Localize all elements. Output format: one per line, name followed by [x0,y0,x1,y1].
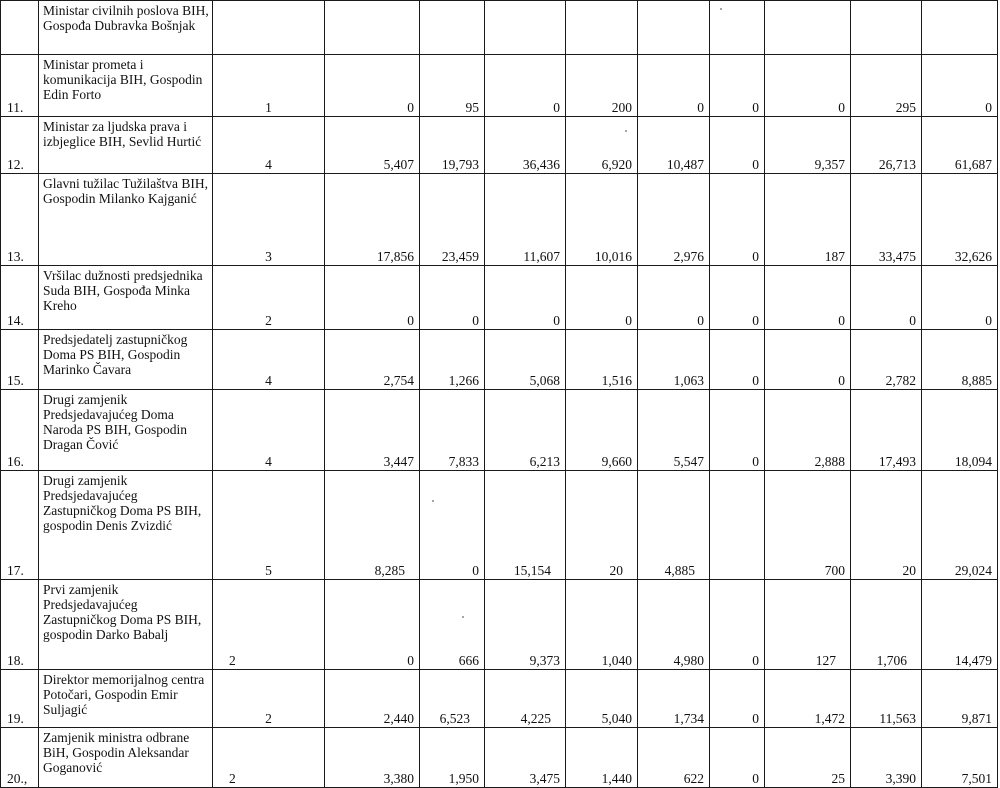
value-cell: 0 [765,266,851,330]
value-cell: 0 [485,55,566,117]
table-row [1,330,998,390]
row-number: 19. [1,670,39,728]
value-cell [638,1,710,55]
value-cell: 2,888 [765,390,851,471]
value-cell: 1,440 [566,728,638,788]
table-row [1,471,998,580]
value-cell: 0 [765,55,851,117]
table-row [1,670,998,728]
row-number: 18. [1,580,39,670]
scan-speck [432,500,434,502]
value-cell: 3,390 [851,728,922,788]
value-cell [710,1,765,55]
value-cell: 1,950 [420,728,485,788]
value-cell: 1,040 [566,580,638,670]
value-cell: 4,225 [485,670,566,728]
value-cell: 0 [710,728,765,788]
value-cell: 0 [710,670,765,728]
scan-speck [720,8,722,10]
value-cell: 4,885 [638,471,710,580]
count-cell: 2 [213,266,325,330]
table-row [1,266,998,330]
value-cell [420,1,485,55]
value-cell: 0 [325,580,420,670]
value-cell: 14,479 [922,580,998,670]
value-cell: 5,407 [325,117,420,174]
value-cell: 61,687 [922,117,998,174]
value-cell: 2,976 [638,174,710,266]
value-cell: 0 [710,390,765,471]
count-cell: 4 [213,117,325,174]
official-name-cell: Vršilac dužnosti predsjednika Suda BIH, Gospođa Minka Kreho [39,266,213,330]
count-cell: 2 [213,728,325,788]
value-cell: 7,501 [922,728,998,788]
official-name-cell: Drugi zamjenik Predsjedavajućeg Doma Naroda PS BIH, Gospodin Dragan Čović [39,390,213,471]
row-number: 14. [1,266,39,330]
table-row [1,728,998,788]
value-cell: 9,871 [922,670,998,728]
value-cell: 20 [566,471,638,580]
table-row [1,174,998,266]
value-cell: 0 [765,330,851,390]
value-cell: 7,833 [420,390,485,471]
row-number: 16. [1,390,39,471]
value-cell: 2,782 [851,330,922,390]
scan-speck [625,130,627,132]
value-cell: 1,266 [420,330,485,390]
count-cell: 2 [213,580,325,670]
value-cell: 17,493 [851,390,922,471]
value-cell: 8,885 [922,330,998,390]
value-cell: 0 [710,55,765,117]
count-cell: 2 [213,670,325,728]
value-cell: 0 [922,55,998,117]
value-cell: 1,734 [638,670,710,728]
value-cell: 0 [420,471,485,580]
value-cell: 9,373 [485,580,566,670]
value-cell: 0 [710,330,765,390]
value-cell [485,1,566,55]
row-number: 12. [1,117,39,174]
value-cell: 3,380 [325,728,420,788]
count-cell [213,1,325,55]
value-cell: 26,713 [851,117,922,174]
value-cell [851,1,922,55]
value-cell: 0 [325,55,420,117]
value-cell: 1,706 [851,580,922,670]
row-number: 15. [1,330,39,390]
value-cell [325,1,420,55]
value-cell [922,1,998,55]
value-cell: 10,016 [566,174,638,266]
official-name-cell: Glavni tužilac Tužilaštva BIH, Gospodin Milanko Kajganić [39,174,213,266]
value-cell: 11,607 [485,174,566,266]
value-cell: 32,626 [922,174,998,266]
value-cell: 200 [566,55,638,117]
value-cell: 4,980 [638,580,710,670]
value-cell: 666 [420,580,485,670]
value-cell: 33,475 [851,174,922,266]
value-cell: 5,040 [566,670,638,728]
row-number [1,1,39,55]
value-cell: 8,285 [325,471,420,580]
count-cell: 3 [213,174,325,266]
value-cell: 187 [765,174,851,266]
official-name-cell: Ministar za ljudska prava i izbjeglice BIH, Sevlid Hurtić [39,117,213,174]
value-cell: 6,213 [485,390,566,471]
value-cell: 0 [638,266,710,330]
count-cell: 5 [213,471,325,580]
value-cell: 0 [710,580,765,670]
scan-speck [462,616,464,618]
value-cell: 0 [485,266,566,330]
value-cell: 9,357 [765,117,851,174]
value-cell [710,471,765,580]
value-cell: 17,856 [325,174,420,266]
value-cell: 0 [420,266,485,330]
official-name-cell: Prvi zamjenik Predsjedavajućeg Zastupničkog Doma PS BIH, gospodin Darko Babalj [39,580,213,670]
value-cell: 1,063 [638,330,710,390]
value-cell: 3,475 [485,728,566,788]
row-number: 13. [1,174,39,266]
value-cell: 9,660 [566,390,638,471]
value-cell [765,1,851,55]
value-cell: 18,094 [922,390,998,471]
value-cell: 5,068 [485,330,566,390]
official-name-cell: Predsjedatelj zastupničkog Doma PS BIH, Gospodin Marinko Čavara [39,330,213,390]
count-cell: 1 [213,55,325,117]
value-cell: 0 [710,174,765,266]
value-cell: 3,447 [325,390,420,471]
value-cell: 6,920 [566,117,638,174]
value-cell: 622 [638,728,710,788]
table-row [1,580,998,670]
count-cell: 4 [213,390,325,471]
row-number: 17. [1,471,39,580]
value-cell: 20 [851,471,922,580]
value-cell: 0 [566,266,638,330]
value-cell: 1,472 [765,670,851,728]
value-cell: 127 [765,580,851,670]
official-name-cell: Direktor memorijalnog centra Potočari, Gospodin Emir Suljagić [39,670,213,728]
value-cell [566,1,638,55]
official-name-cell: Drugi zamjenik Predsjedavajućeg Zastupničkog Doma PS BIH, gospodin Denis Zvizdić [39,471,213,580]
count-cell: 4 [213,330,325,390]
official-name-cell: Ministar prometa i komunikacija BIH, Gospodin Edin Forto [39,55,213,117]
value-cell: 0 [710,266,765,330]
value-cell: 700 [765,471,851,580]
value-cell: 36,436 [485,117,566,174]
row-number: 20., [1,728,39,788]
value-cell: 15,154 [485,471,566,580]
value-cell: 0 [851,266,922,330]
value-cell: 0 [922,266,998,330]
value-cell: 23,459 [420,174,485,266]
value-cell: 295 [851,55,922,117]
value-cell: 2,440 [325,670,420,728]
value-cell: 95 [420,55,485,117]
value-cell: 29,024 [922,471,998,580]
value-cell: 0 [325,266,420,330]
value-cell: 0 [710,117,765,174]
value-cell: 5,547 [638,390,710,471]
table-row [1,117,998,174]
value-cell: 19,793 [420,117,485,174]
row-number: 11. [1,55,39,117]
value-cell: 6,523 [420,670,485,728]
value-cell: 25 [765,728,851,788]
value-cell: 2,754 [325,330,420,390]
value-cell: 0 [638,55,710,117]
value-cell: 10,487 [638,117,710,174]
official-name-cell: Ministar civilnih poslova BIH, Gospođa Dubravka Bošnjak [39,1,213,55]
official-name-cell: Zamjenik ministra odbrane BiH, Gospodin Aleksandar Goganović [39,728,213,788]
table-row [1,55,998,117]
value-cell: 1,516 [566,330,638,390]
value-cell: 11,563 [851,670,922,728]
table-row [1,390,998,471]
table-row [1,1,998,55]
